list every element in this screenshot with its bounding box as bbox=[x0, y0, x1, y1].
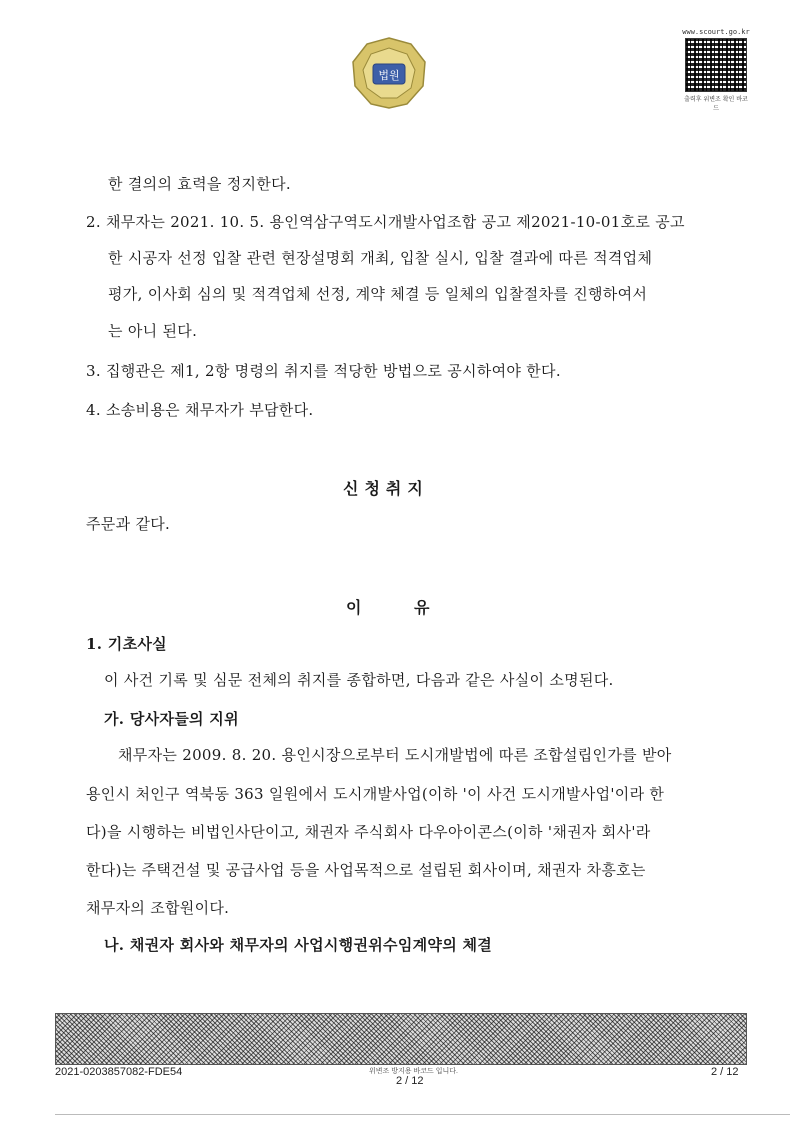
security-barcode-band bbox=[55, 1013, 747, 1065]
text-line: 평가, 이사회 심의 및 적격업체 선정, 계약 체결 등 일체의 입찰절차를 진행하여서 bbox=[108, 285, 648, 303]
subsection-heading: 1. 기초사실 bbox=[86, 635, 167, 653]
text-line: 4. 소송비용은 채무자가 부담한다. bbox=[86, 401, 314, 419]
text-line: 주문과 같다. bbox=[86, 515, 171, 533]
text-line: 채무자의 조합원이다. bbox=[86, 899, 230, 917]
text-line: 한 시공자 선정 입찰 관련 현장설명회 개최, 입찰 실시, 입찰 결과에 따른 적격업체 bbox=[108, 249, 653, 267]
seal-text: 법원 bbox=[378, 69, 400, 82]
text-line: 는 아니 된다. bbox=[108, 322, 198, 340]
page-number: 2 / 12 bbox=[711, 1066, 739, 1078]
bottom-divider bbox=[55, 1114, 790, 1115]
text-line: 한 결의의 효력을 정지한다. bbox=[108, 175, 291, 193]
verification-qr-code bbox=[685, 38, 747, 92]
text-line: 다)을 시행하는 비법인사단이고, 채권자 주식회사 다우아이콘스(이하 '채권자 회사'라 bbox=[86, 823, 651, 841]
text-line: 채무자는 2009. 8. 20. 용인시장으로부터 도시개발법에 따른 조합설립인가를 받아 bbox=[118, 746, 672, 764]
section-heading: 이 bbox=[346, 598, 368, 617]
barcode-note: 위변조 방지용 바코드 입니다. bbox=[369, 1068, 458, 1075]
subsection-heading: 가. 당사자들의 지위 bbox=[104, 710, 239, 728]
text-line: 2. 채무자는 2021. 10. 5. 용인역삼구역도시개발사업조합 공고 제2021-10-01호로 공고 bbox=[86, 213, 685, 231]
text-line: 한다)는 주택건설 및 공급사업 등을 사업목적으로 설립된 회사이며, 채권자 차흥호는 bbox=[86, 861, 646, 879]
section-heading: 신청취지 bbox=[343, 479, 429, 498]
center-page-number: 2 / 12 bbox=[396, 1075, 424, 1087]
qr-url-text: www.scourt.go.kr bbox=[682, 28, 750, 36]
qr-caption: 출력후 위변조 확인 바코드 bbox=[684, 96, 748, 112]
section-heading: 유 bbox=[414, 598, 436, 617]
text-line: 이 사건 기록 및 심문 전체의 취지를 종합하면, 다음과 같은 사실이 소명된다. bbox=[104, 671, 614, 689]
subsection-heading: 나. 채권자 회사와 채무자의 사업시행권위수임계약의 체결 bbox=[104, 936, 493, 954]
text-line: 용인시 처인구 역북동 363 일원에서 도시개발사업(이하 '이 사건 도시개발사업'이라 한 bbox=[86, 785, 665, 803]
court-seal-logo bbox=[349, 36, 429, 110]
text-line: 3. 집행관은 제1, 2항 명령의 취지를 적당한 방법으로 공시하여야 한다. bbox=[86, 362, 561, 380]
document-id: 2021-0203857082-FDE54 bbox=[55, 1066, 183, 1078]
